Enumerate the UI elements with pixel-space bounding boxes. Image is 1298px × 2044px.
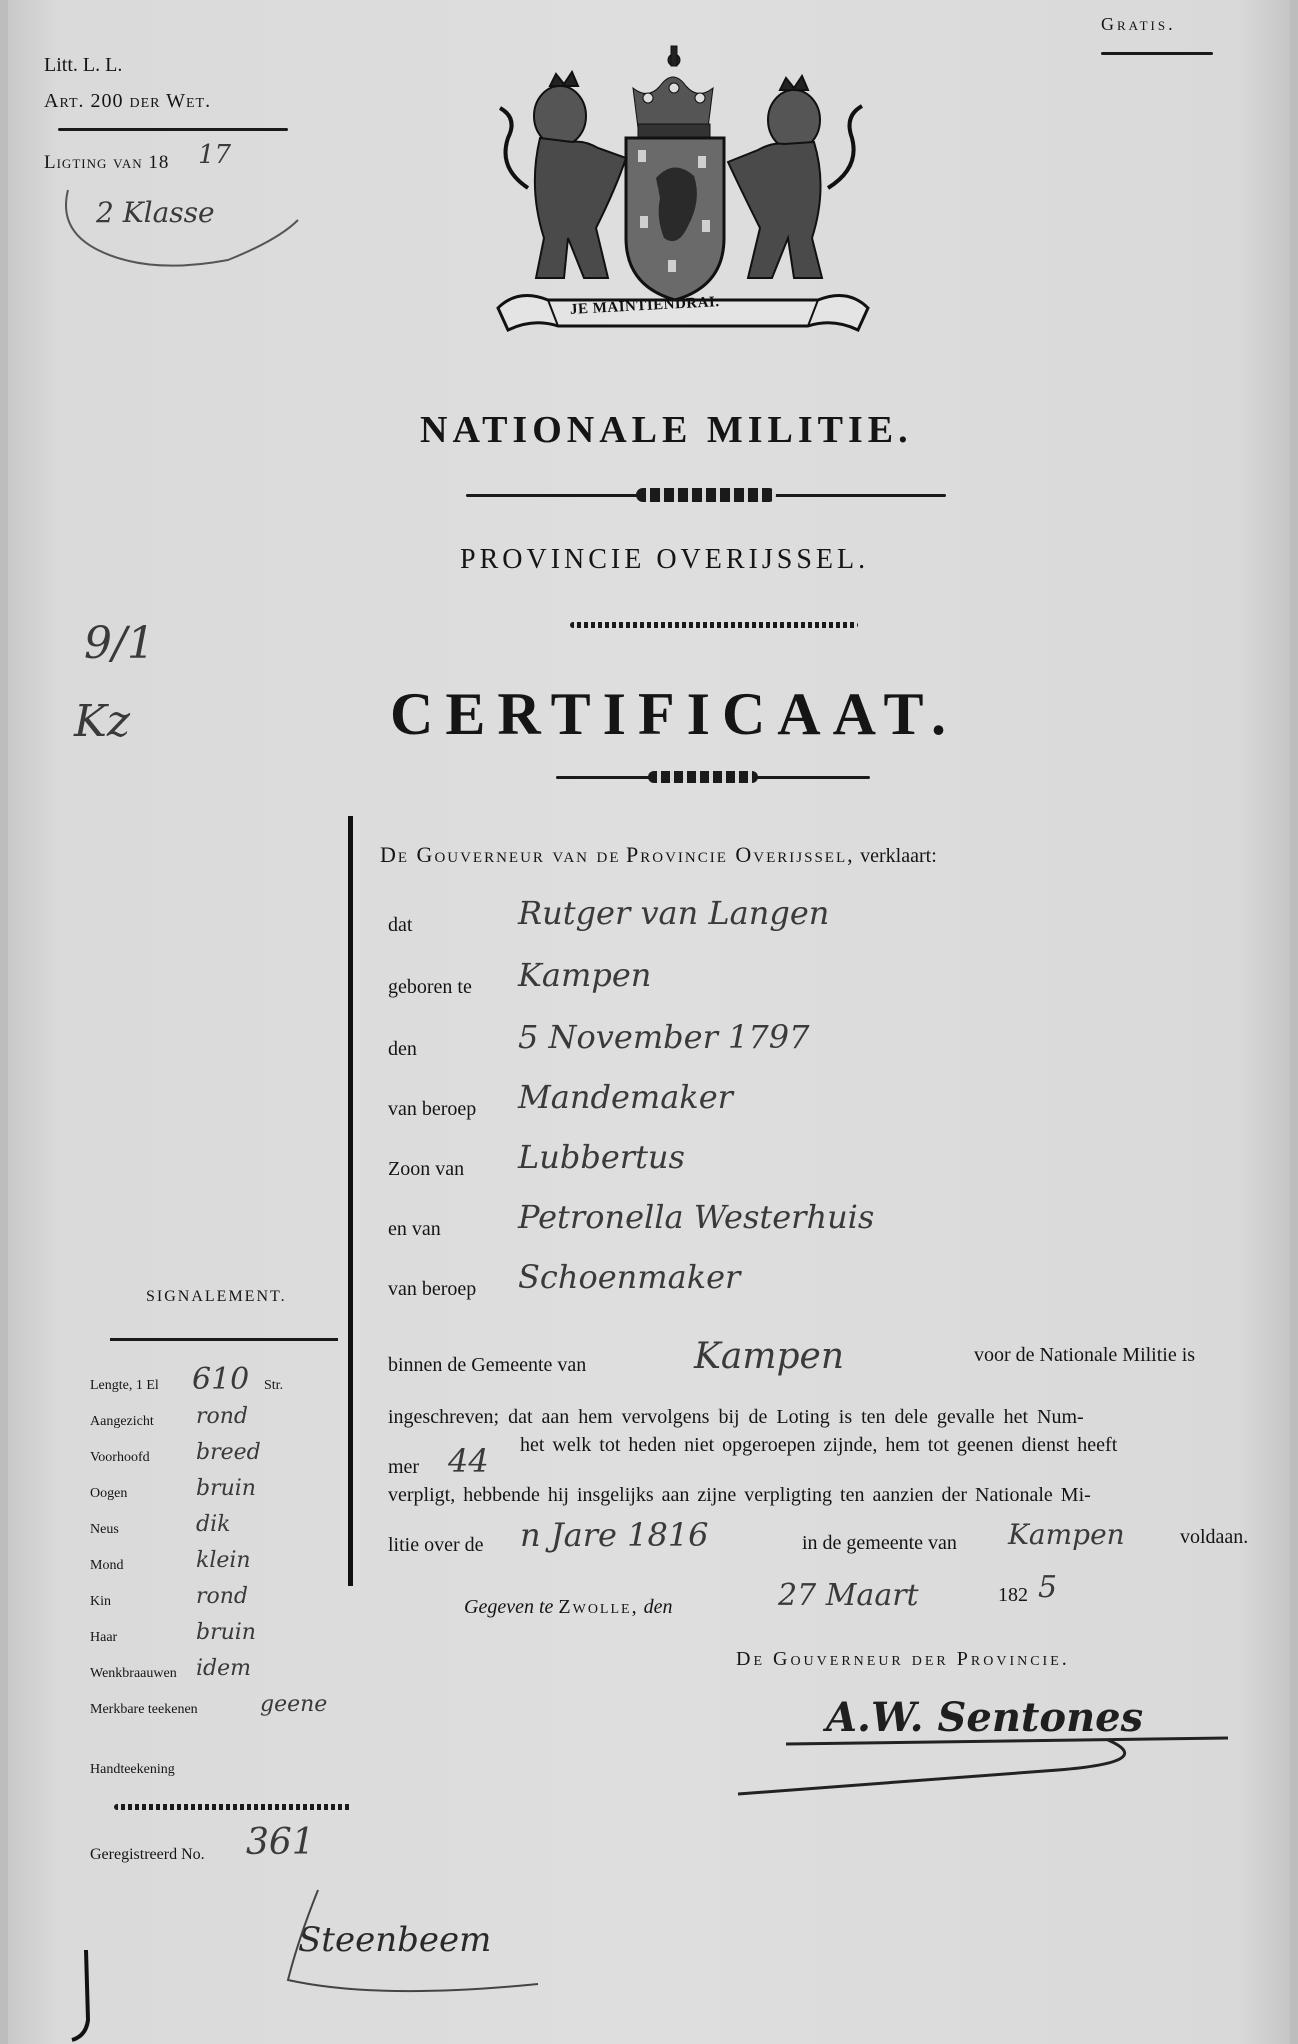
gegeven-label: Gegeven te [464, 1596, 554, 1618]
gemeente-end: voor de Nationale Militie is [974, 1344, 1196, 1366]
margin-note-2: Kz [74, 696, 131, 747]
geregistreerd-label: Geregistreerd No. [90, 1846, 205, 1863]
paragraph-line-3a: mer [388, 1456, 420, 1478]
intro-province: Provincie Overijssel, [626, 842, 855, 867]
lichting-hand: 17 [198, 140, 232, 170]
signalement-value: bruin [196, 1476, 256, 1501]
gegeven-den: den [643, 1596, 673, 1618]
field-value: Schoenmaker [518, 1258, 741, 1296]
signalement-label: Voorhoofd [90, 1450, 150, 1465]
handteekening-label: Handteekening [90, 1762, 175, 1777]
voldaan-gemeente: Kampen [1008, 1518, 1125, 1551]
crown-icon [633, 46, 713, 138]
gratis-underline [1101, 52, 1213, 55]
nummer-value: 44 [448, 1442, 489, 1480]
lion-left-icon [500, 72, 626, 278]
clerk-signature: Steenbeem [298, 1920, 492, 1960]
field-label: van beroep [388, 1098, 477, 1120]
field-value: Petronella Westerhuis [518, 1198, 875, 1236]
intro-end: verklaart: [860, 845, 937, 867]
field-value: Rutger van Langen [518, 894, 830, 932]
signalement-value: dik [196, 1512, 231, 1537]
motto-text: JE MAINTIENDRAI. [569, 294, 720, 318]
gouverneur-flourish [728, 1720, 1248, 1810]
ornament-knot-1 [636, 488, 776, 502]
title-provincie: PROVINCIE OVERIJSSEL. [460, 544, 870, 575]
signalement-value: breed [196, 1440, 261, 1465]
field-label: den [388, 1038, 417, 1060]
paragraph-line-5c: voldaan. [1180, 1526, 1249, 1548]
signalement-wavy [114, 1804, 352, 1810]
gemeente-value: Kampen [694, 1336, 845, 1377]
signalement-value: bruin [196, 1620, 256, 1645]
signalement-underline [110, 1338, 338, 1341]
article-underline [58, 128, 288, 131]
field-value: Kampen [518, 956, 652, 994]
field-label: van beroep [388, 1278, 477, 1300]
signalement-title: SIGNALEMENT. [146, 1288, 287, 1305]
signalement-label: Neus [90, 1522, 119, 1537]
field-label: geboren te [388, 976, 472, 998]
gemeente-label: binnen de Gemeente van [388, 1354, 587, 1376]
margin-note-1: 9/1 [84, 618, 155, 669]
gouverneur-signature: A.W. Sentones [826, 1694, 1144, 1741]
signalement-label: Kin [90, 1594, 111, 1609]
lengte-label: Lengte, 1 El [90, 1378, 159, 1393]
paragraph-line-3b: het welk tot heden niet opgeroepen zijnde, hem tot geenen dienst heeft [520, 1434, 1118, 1456]
title-nationale-militie: NATIONALE MILITIE. [420, 409, 913, 451]
gratis-label: Gratis. [1101, 14, 1176, 34]
field-label: dat [388, 914, 413, 936]
ornament-knot-3 [648, 771, 758, 783]
signalement-value: idem [196, 1656, 251, 1681]
signalement-label: Mond [90, 1558, 124, 1573]
year-hand: 5 [1038, 1570, 1058, 1605]
gouverneur-title: De Gouverneur der Provincie. [736, 1648, 1070, 1670]
lichting-label: Ligting van 18 [44, 152, 170, 173]
geregistreerd-value: 361 [246, 1822, 315, 1863]
jaar-value: n Jare 1816 [520, 1516, 709, 1554]
signalement-label: Oogen [90, 1486, 128, 1501]
field-value: Lubbertus [518, 1138, 685, 1176]
signalement-label: Merkbare teekenen [90, 1702, 198, 1717]
klasse-hand: 2 Klasse [96, 196, 215, 229]
paragraph-line-2: ingeschreven; dat aan hem vervolgens bij de Loting is ten dele gevalle het Num- [388, 1406, 1084, 1428]
signalement-label: Aangezicht [90, 1414, 154, 1429]
lengte-row [90, 1378, 159, 1394]
paragraph-line-5b: in de gemeente van [802, 1532, 957, 1554]
intro-line [380, 842, 937, 868]
signalement-label: Haar [90, 1630, 118, 1645]
signalement-value: rond [196, 1404, 249, 1429]
date-value: 27 Maart [778, 1578, 919, 1613]
gegeven-place: Zwolle, [558, 1596, 639, 1618]
lengte-value: 610 [192, 1362, 250, 1397]
bottom-left-mark [66, 1950, 106, 2044]
signalement-value: klein [196, 1548, 251, 1573]
paragraph-line-5a: litie over de [388, 1534, 484, 1556]
vertical-divider [348, 816, 353, 1586]
year-prefix: 182 [998, 1584, 1028, 1606]
signalement-value: geene [260, 1692, 328, 1717]
lengte-unit: Str. [264, 1378, 284, 1393]
klasse-bracket [48, 180, 308, 290]
lion-right-icon [728, 76, 862, 278]
gegeven-line [464, 1596, 672, 1619]
signalement-value: rond [196, 1584, 249, 1609]
title-ornament-2 [570, 622, 858, 628]
signalement-label: Wenkbraauwen [90, 1666, 177, 1681]
certificate-sheet [8, 0, 1290, 2044]
field-label: Zoon van [388, 1158, 465, 1180]
clerk-flourish [258, 1880, 578, 2010]
litt-label: Litt. L. L. [44, 54, 123, 76]
title-certificaat: CERTIFICAAT. [390, 681, 959, 747]
field-value: Mandemaker [518, 1078, 733, 1116]
field-label: en van [388, 1218, 441, 1240]
article-label: Art. 200 der Wet. [44, 90, 212, 112]
intro-lead: De Gouverneur van de [380, 842, 621, 867]
paragraph-line-4: verpligt, hebbende hij insgelijks aan zijne verpligting ten aanzien der Nationale Mi- [388, 1484, 1091, 1506]
field-value: 5 November 1797 [518, 1018, 810, 1056]
